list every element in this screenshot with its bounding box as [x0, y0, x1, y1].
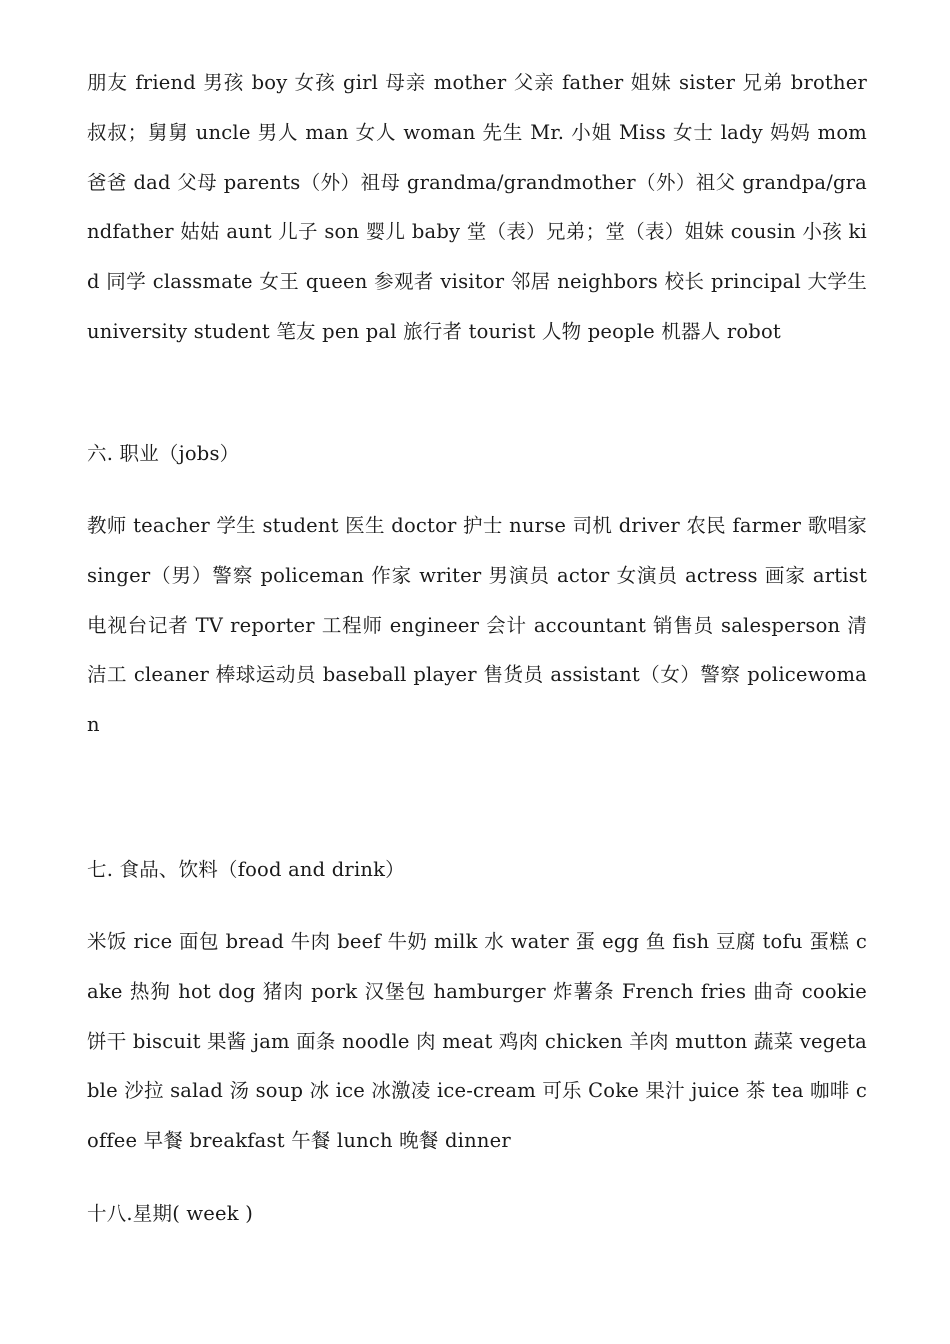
jobs-vocabulary-paragraph: 教师 teacher 学生 student 医生 doctor 护士 nurse 司机 driver 农民 farmer 歌唱家 singer（男）警察 policeman 作家 writer 男演员 actor 女演员 actress 画家 artist 电视台记者 TV reporter 工程师 engineer 会计 accountant 销售员 salesperson 清洁工 cleaner 棒球运动员 baseball player 售货员 assistant（女）警察 policewoman	[87, 514, 867, 737]
week-section-heading: 十八.星期( week )	[87, 1202, 253, 1225]
people-vocabulary-paragraph: 朋友 friend 男孩 boy 女孩 girl 母亲 mother 父亲 father 姐妹 sister 兄弟 brother 叔叔；舅舅 uncle 男人 man 女人 woman 先生 Mr. 小姐 Miss 女士 lady 妈妈 mom 爸爸 dad 父母 parents（外）祖母 grandma/grandmother（外）祖父 grandpa/grandfather 姑姑 aunt 儿子 son 婴儿 baby 堂（表）兄弟；堂（表）姐妹 cousin 小孩 kid 同学 classmate 女王 queen 参观者 visitor 邻居 neighbors 校长 principal 大学生 university student 笔友 pen pal 旅行者 tourist 人物 people 机器人 robot	[87, 71, 867, 343]
food-vocabulary-paragraph: 米饭 rice 面包 bread 牛肉 beef 牛奶 milk 水 water 蛋 egg 鱼 fish 豆腐 tofu 蛋糕 cake 热狗 hot dog 猪肉 pork 汉堡包 hamburger 炸薯条 French fries 曲奇 cookie 饼干 biscuit 果酱 jam 面条 noodle 肉 meat 鸡肉 chicken 羊肉 mutton 蔬菜 vegetable 沙拉 salad 汤 soup 冰 ice 冰激凌 ice-cream 可乐 Coke 果汁 juice 茶 tea 咖啡 coffee 早餐 breakfast 午餐 lunch 晚餐 dinner	[87, 930, 867, 1153]
jobs-section-heading: 六. 职业（jobs）	[87, 442, 240, 465]
food-section-heading: 七. 食品、饮料（food and drink）	[87, 858, 405, 881]
